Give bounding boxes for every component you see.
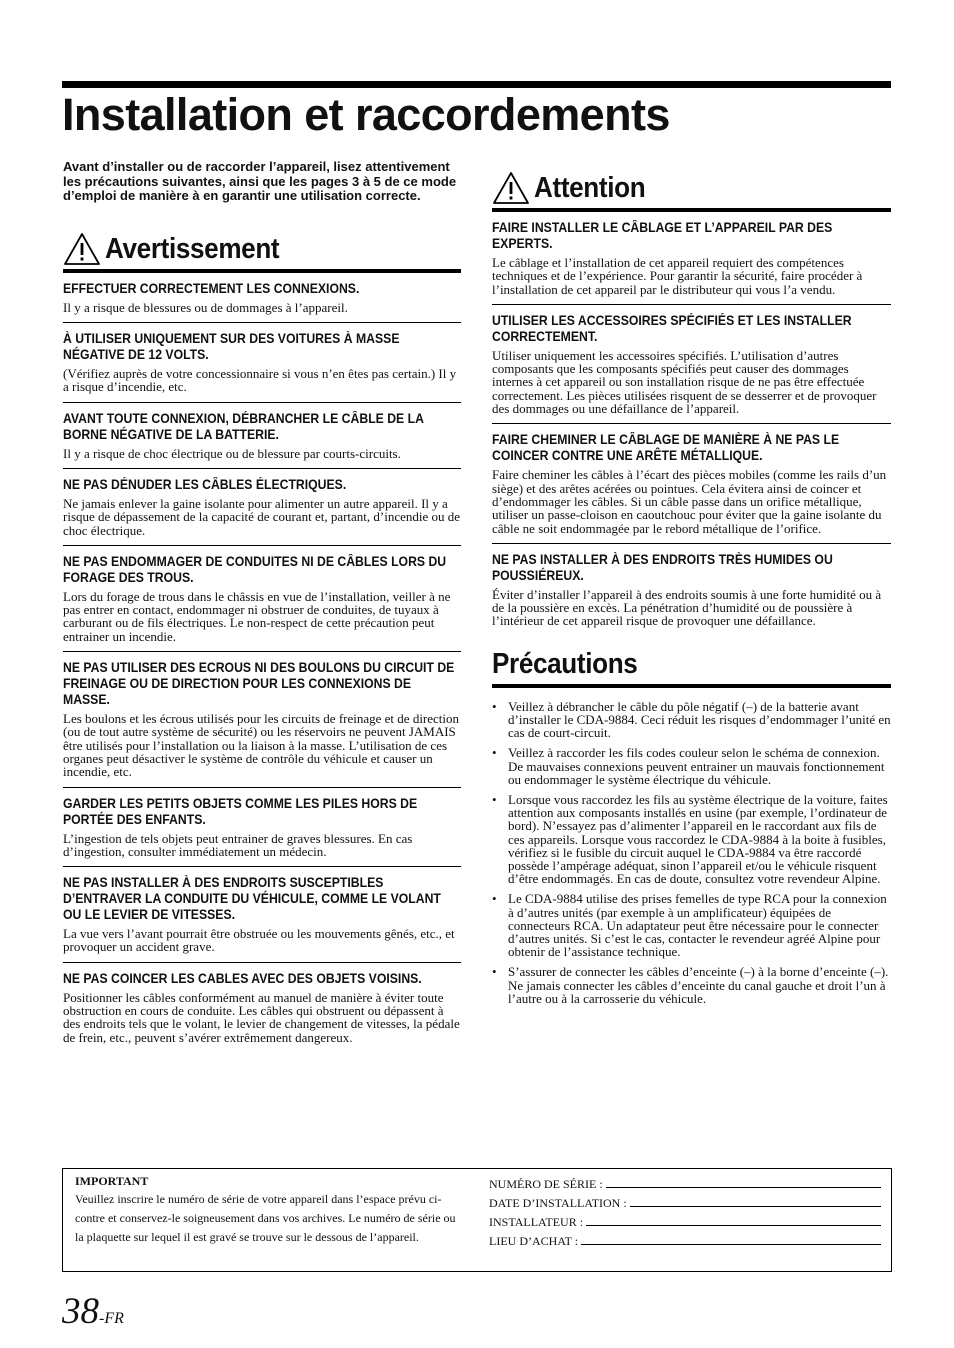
page-title: Installation et raccordements [62, 89, 670, 140]
list-item-text: Veillez à raccorder les fils codes couleur selon le schéma de connexion. De mauvaises connexions peuvent entrainer un mauvais fonctionnement ou endommager le système électrique du véhicule. [508, 745, 885, 787]
attention-title: Attention [534, 172, 646, 204]
item-body: Éviter d’installer l’appareil à des endroits soumis à une forte humidité ou à de la poussière en excès. La pénétration d’humidité ou de poussière à l’intérieur de cet appareil risque de provoquer une défaillance. [492, 586, 882, 629]
warning-item [63, 546, 461, 652]
warning-item [63, 469, 461, 546]
list-item [492, 700, 891, 740]
item-heading: GARDER LES PETITS OBJETS COMME LES PILES HORS DE PORTÉE DES ENFANTS. [63, 795, 418, 827]
page-number-suffix: -FR [99, 1310, 124, 1327]
item-body: (Vérifiez auprès de votre concessionnaire si vous n’en êtes pas certain.) Il y a risque d’incendie, etc. [63, 366, 457, 395]
item-heading: NE PAS COINCER LES CABLES AVEC DES OBJETS VOISINS. [63, 970, 422, 986]
purchase-place-field[interactable] [489, 1230, 881, 1249]
field-line [586, 1225, 881, 1226]
item-heading: FAIRE INSTALLER LE CÂBLAGE ET L’APPAREIL PAR DES EXPERTS. [492, 220, 833, 251]
warning-item [63, 788, 461, 868]
attention-list [492, 212, 891, 636]
important-title: IMPORTANT [75, 1174, 149, 1188]
list-item [492, 892, 891, 958]
field-label: INSTALLATEUR : [489, 1215, 584, 1229]
list-item [492, 965, 891, 1005]
item-body: Il y a risque de choc électrique ou de blessure par courts-circuits. [63, 445, 401, 461]
warning-item [63, 652, 461, 787]
item-heading: EFFECTUER CORRECTEMENT LES CONNEXIONS. [63, 280, 360, 296]
caution-item [492, 544, 891, 636]
caution-item [492, 212, 891, 305]
registration-fields [489, 1173, 881, 1249]
attention-header [492, 170, 891, 212]
serial-number-field[interactable] [489, 1173, 881, 1192]
warning-item [63, 963, 461, 1052]
field-label: LIEU D’ACHAT : [489, 1234, 579, 1248]
avertissement-title: Avertissement [105, 232, 280, 265]
item-body: Positionner les câbles conformément au manuel de manière à éviter toute obstruction en cours de conduite. Les câbles qui obstruent ou dépassent à des endroits tels que le volant, le levier de changement de vitesses, la pédale de frein, etc., peuvent s’avérer extrêmement dangereux. [63, 989, 460, 1045]
bullet-marker: • [492, 791, 497, 807]
warning-item [63, 403, 461, 469]
list-item [492, 746, 891, 786]
important-text: Veuillez inscrire le numéro de série de votre appareil dans l’espace prévu ci-contre et conservez-le soigneusement dans vos archives. Le numéro de série ou la plaquette sur lequel il est gravé se trouve sur le dessous de l’appareil. [75, 1192, 456, 1245]
installer-field[interactable] [489, 1211, 881, 1230]
important-box [62, 1168, 892, 1272]
precautions-title: Précautions [492, 647, 638, 680]
avertissement-list [63, 273, 461, 1052]
page-number [62, 1290, 124, 1333]
intro-text: Avant d’installer ou de raccorder l’appareil, lisez attentivement les précautions suivantes, ainsi que les pages 3 à 5 de ce mode d’emploi de manière à en garantir une utilisation correcte. [63, 159, 457, 204]
item-heading: NE PAS INSTALLER À DES ENDROITS SUSCEPTIBLES D’ENTRAVER LA CONDUITE DU VÉHICULE, COMME LE VOLANT OU LE LEVIER DE VITESSES. [63, 875, 441, 923]
warning-triangle-icon [63, 232, 101, 266]
warning-item [63, 273, 461, 323]
avertissement-header [63, 231, 461, 273]
right-column [492, 170, 891, 1012]
item-body: Utiliser uniquement les accessoires spécifiés. L’utilisation d’autres composants que les composants spécifiés peut causer des dommages internes à cet appareil ou son installation risque de ne pas être effectuée correctement. Les pièces utilisées risquent de se desserrer et de provoquer des dommages ou une défaillance de l’appareil. [492, 347, 877, 417]
caution-item [492, 305, 891, 424]
left-column [63, 160, 461, 1052]
item-body: L’ingestion de tels objets peut entrainer de graves blessures. En cas d’ingestion, consulter immédiatement un médecin. [63, 830, 413, 859]
precautions-list [492, 700, 891, 1005]
page-number-value: 38 [62, 1291, 99, 1332]
bullet-marker: • [492, 964, 497, 980]
precautions-header [492, 646, 891, 688]
field-line [606, 1187, 881, 1188]
warning-triangle-icon [492, 171, 530, 205]
item-heading: FAIRE CHEMINER LE CÂBLAGE DE MANIÈRE À NE PAS LE COINCER CONTRE UNE ARÊTE MÉTALLIQUE. [492, 432, 840, 464]
list-item-text: Le CDA-9884 utilise des prises femelles de type RCA pour la connexion à d’autres unités (par exemple à un amplificateur) équipées de connecteurs RCA. Un adaptateur peut être nécessaire pour le connecter d’autres unités. Si c’est le cas, contacter le revendeur agréé Alpine pour obtenir de l’assistance technique. [508, 891, 887, 960]
item-heading: NE PAS DÉNUDER LES CÂBLES ÉLECTRIQUES. [63, 476, 347, 492]
item-heading: NE PAS ENDOMMAGER DE CONDUITES NI DE CÂBLES LORS DU FORAGE DES TROUS. [63, 553, 447, 585]
field-line [630, 1206, 881, 1207]
item-heading: NE PAS UTILISER DES ECROUS NI DES BOULONS DU CIRCUIT DE FREINAGE OU DE DIRECTION POUR LES CONNEXIONS DE MASSE. [63, 660, 455, 708]
item-heading: AVANT TOUTE CONNEXION, DÉBRANCHER LE CÂBLE DE LA BORNE NÉGATIVE DE LA BATTERIE. [63, 410, 424, 442]
warning-item [63, 323, 461, 403]
installation-date-field[interactable] [489, 1192, 881, 1211]
item-heading: NE PAS INSTALLER À DES ENDROITS TRÈS HUMIDES OU POUSSIÉREUX. [492, 551, 833, 583]
list-item-text: Veillez à débrancher le câble du pôle négatif (–) de la batterie avant d’installer le CDA-9884. Ceci réduit les risques d’endommager l’unité en cas de court-circuit. [508, 698, 891, 741]
caution-item [492, 424, 891, 543]
item-body: Faire cheminer les câbles à l’écart des pièces mobiles (comme les rails d’un siège) et des arêtes acérées ou pointues. Cela évitera ainsi de coincer et d’endommager les câbles. Si un câble passe dans un orifice métallique, utiliser un passe-cloison en caoutchouc pour éviter que la gaine isolante du câble ne soit endommagée par le rebord métallique de l’orifice. [492, 467, 887, 536]
item-body: La vue vers l’avant pourrait être obstruée ou les mouvements gênés, etc., et provoquer un accident grave. [63, 926, 455, 955]
list-item-text: Lorsque vous raccordez les fils au système électrique de la voiture, faites attention aux composants installés en usine (par exemple, l’ordinateur de bord). N’essayez pas d’alimenter l’appareil en le raccordant aux fils de ces appareils. Lorsque vous raccordez le CDA-9884 à la boite à fusibles, vérifiez si le fusible du circuit auquel le CDA-9884 va être raccordé possède l’ampérage adéquat, sinon l’appareil et/ou le véhicule risquent d’être endommagés. En cas de doute, consultez votre revendeur Alpine. [508, 791, 888, 887]
item-heading: À UTILISER UNIQUEMENT SUR DES VOITURES À MASSE NÉGATIVE DE 12 VOLTS. [63, 331, 400, 363]
item-body: Le câblage et l’installation de cet appareil requiert des compétences techniques et de l’expérience. Pour garantir la sécurité, faire procéder à l’installation de cet appareil par le distributeur qui vous l’a vendu. [492, 255, 863, 297]
bullet-marker: • [492, 891, 497, 907]
item-body: Les boulons et les écrous utilisés pour les circuits de freinage et de direction (ou de tout autre système de sécurité) ou les réservoirs ne peuvent JAMAIS être utilisés pour l’installation ou la liaison à la masse. L’utilisation de ces organes peut désactiver le système de contrôle du véhicule et causer un incendie, etc. [63, 711, 460, 780]
item-heading: UTILISER LES ACCESSOIRES SPÉCIFIÉS ET LES INSTALLER CORRECTEMENT. [492, 312, 852, 344]
field-label: DATE D’INSTALLATION : [489, 1196, 627, 1210]
list-item-text: S’assurer de connecter les câbles d’enceinte (–) à la borne d’enceinte (–). Ne jamais connecter les câbles d’enceinte du canal gauche et droit l’un à l’autre ou à la carrosserie du véhicule. [508, 964, 889, 1006]
item-body: Ne jamais enlever la gaine isolante pour alimenter un autre appareil. Il y a risque de dépassement de la capacité de courant et, partant, d’incendie ou de choc électrique. [63, 495, 461, 538]
list-item [492, 793, 891, 885]
item-body: Il y a risque de blessures ou de dommages à l’appareil. [63, 299, 348, 315]
field-label: NUMÉRO DE SÉRIE : [489, 1177, 603, 1191]
bullet-marker: • [492, 745, 497, 761]
bullet-marker: • [492, 698, 497, 714]
field-line [581, 1244, 881, 1245]
warning-item [63, 867, 461, 963]
item-body: Lors du forage de trous dans le châssis en vue de l’installation, veiller à ne pas entrer en contact, endommager ni obstruer de conduites, de tuyaux à carburant ou de fils électriques. Le non-respect de cette précaution peut entrainer un incendie. [63, 588, 451, 644]
